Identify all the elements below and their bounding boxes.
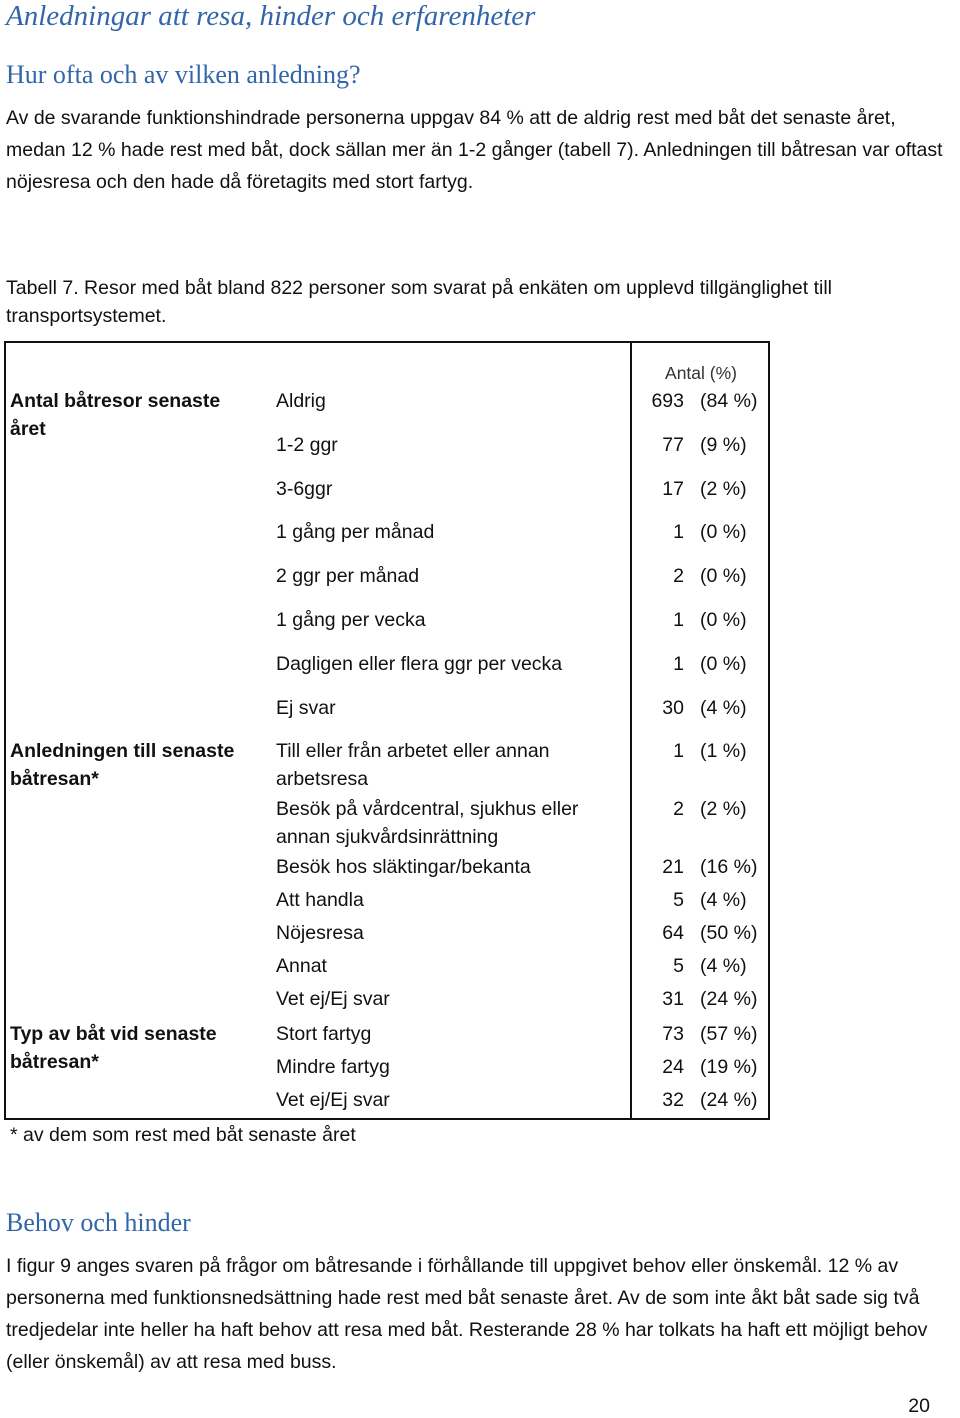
row-percent: (2 %): [700, 798, 747, 820]
row-percent: (19 %): [700, 1056, 758, 1078]
row-option: Nöjesresa: [276, 922, 364, 944]
row-option: 1 gång per månad: [276, 521, 435, 543]
row-count: 693: [651, 390, 684, 412]
row-option: Dagligen eller flera ggr per vecka: [276, 653, 563, 675]
row-count: 1: [673, 521, 684, 543]
row-option: Besök på vårdcentral, sjukhus eller annan sjukvårdsinrättning: [276, 798, 579, 848]
row-percent: (16 %): [700, 856, 758, 878]
row-percent: (0 %): [700, 521, 747, 543]
row-count: 30: [662, 697, 684, 719]
row-option: Aldrig: [276, 390, 326, 412]
row-percent: (1 %): [700, 740, 747, 762]
table-border-bottom: [4, 1118, 770, 1120]
row-percent: (0 %): [700, 565, 747, 587]
row-option: Stort fartyg: [276, 1023, 372, 1045]
row-percent: (24 %): [700, 1089, 758, 1111]
row-option: Besök hos släktingar/bekanta: [276, 856, 531, 878]
row-count: 1: [673, 609, 684, 631]
row-count: 2: [673, 798, 684, 820]
row-count: 5: [673, 955, 684, 977]
row-percent: (50 %): [700, 922, 758, 944]
section-label-reason: Anledningen till senaste båtresan*: [10, 740, 235, 790]
row-percent: (84 %): [700, 390, 758, 412]
table-border-top: [4, 341, 770, 343]
row-percent: (24 %): [700, 988, 758, 1010]
page-title: Anledningar att resa, hinder och erfarenheter: [6, 0, 536, 32]
row-count: 77: [662, 434, 684, 456]
row-count: 2: [673, 565, 684, 587]
row-count: 24: [662, 1056, 684, 1078]
row-count: 5: [673, 889, 684, 911]
row-percent: (9 %): [700, 434, 747, 456]
row-option: Vet ej/Ej svar: [276, 1089, 390, 1111]
row-count: 1: [673, 740, 684, 762]
section-label-trips: Antal båtresor senaste året: [10, 390, 221, 440]
row-count: 1: [673, 653, 684, 675]
section-paragraph: I figur 9 anges svaren på frågor om båtresande i förhållande till uppgivet behov eller önskemål. 12 % av personerna med funktionsnedsättning hade rest med båt senaste året. Av de som inte åkt båt sade sig två tredjedelar inte heller ha haft behov att resa med båt. Resterande 28 % har tolkats ha haft ett möjligt behov (eller önskemål) av att resa med buss.: [6, 1255, 928, 1373]
row-option: Vet ej/Ej svar: [276, 988, 390, 1010]
page-number: 20: [908, 1395, 930, 1417]
row-count: 17: [662, 478, 684, 500]
row-count: 31: [662, 988, 684, 1010]
table-footnote: * av dem som rest med båt senaste året: [10, 1124, 356, 1146]
row-option: 3-6ggr: [276, 478, 333, 500]
row-option: Mindre fartyg: [276, 1056, 390, 1078]
row-percent: (57 %): [700, 1023, 758, 1045]
row-option: Ej svar: [276, 697, 336, 719]
row-count: 21: [662, 856, 684, 878]
row-option: Att handla: [276, 889, 364, 911]
row-count: 64: [662, 922, 684, 944]
row-option: 2 ggr per månad: [276, 565, 420, 587]
section-heading: Behov och hinder: [6, 1208, 191, 1237]
row-option: Till eller från arbetet eller annan arbetsresa: [276, 740, 550, 790]
row-percent: (0 %): [700, 653, 747, 675]
row-option: 1 gång per vecka: [276, 609, 426, 631]
column-header-count: Antal (%): [665, 363, 737, 383]
row-percent: (0 %): [700, 609, 747, 631]
row-percent: (4 %): [700, 889, 747, 911]
row-percent: (2 %): [700, 478, 747, 500]
row-count: 32: [662, 1089, 684, 1111]
table-caption: Tabell 7. Resor med båt bland 822 personer som svarat på enkäten om upplevd tillgänglighet till transportsystemet.: [6, 277, 832, 327]
row-option: 1-2 ggr: [276, 434, 338, 456]
intro-paragraph: Av de svarande funktionshindrade personerna uppgav 84 % att de aldrig rest med båt det senaste året, medan 12 % hade rest med båt, dock sällan mer än 1-2 gånger (tabell 7). Anledningen till båtresan var oftast nöjesresa och den hade då företagits med stort fartyg.: [6, 107, 943, 193]
section-label-boat-type: Typ av båt vid senaste båtresan*: [10, 1023, 217, 1073]
row-count: 73: [662, 1023, 684, 1045]
row-percent: (4 %): [700, 955, 747, 977]
table-border-right: [768, 341, 770, 1120]
row-percent: (4 %): [700, 697, 747, 719]
section-subtitle: Hur ofta och av vilken anledning?: [6, 60, 361, 89]
row-option: Annat: [276, 955, 327, 977]
table-border-left: [4, 341, 6, 1120]
